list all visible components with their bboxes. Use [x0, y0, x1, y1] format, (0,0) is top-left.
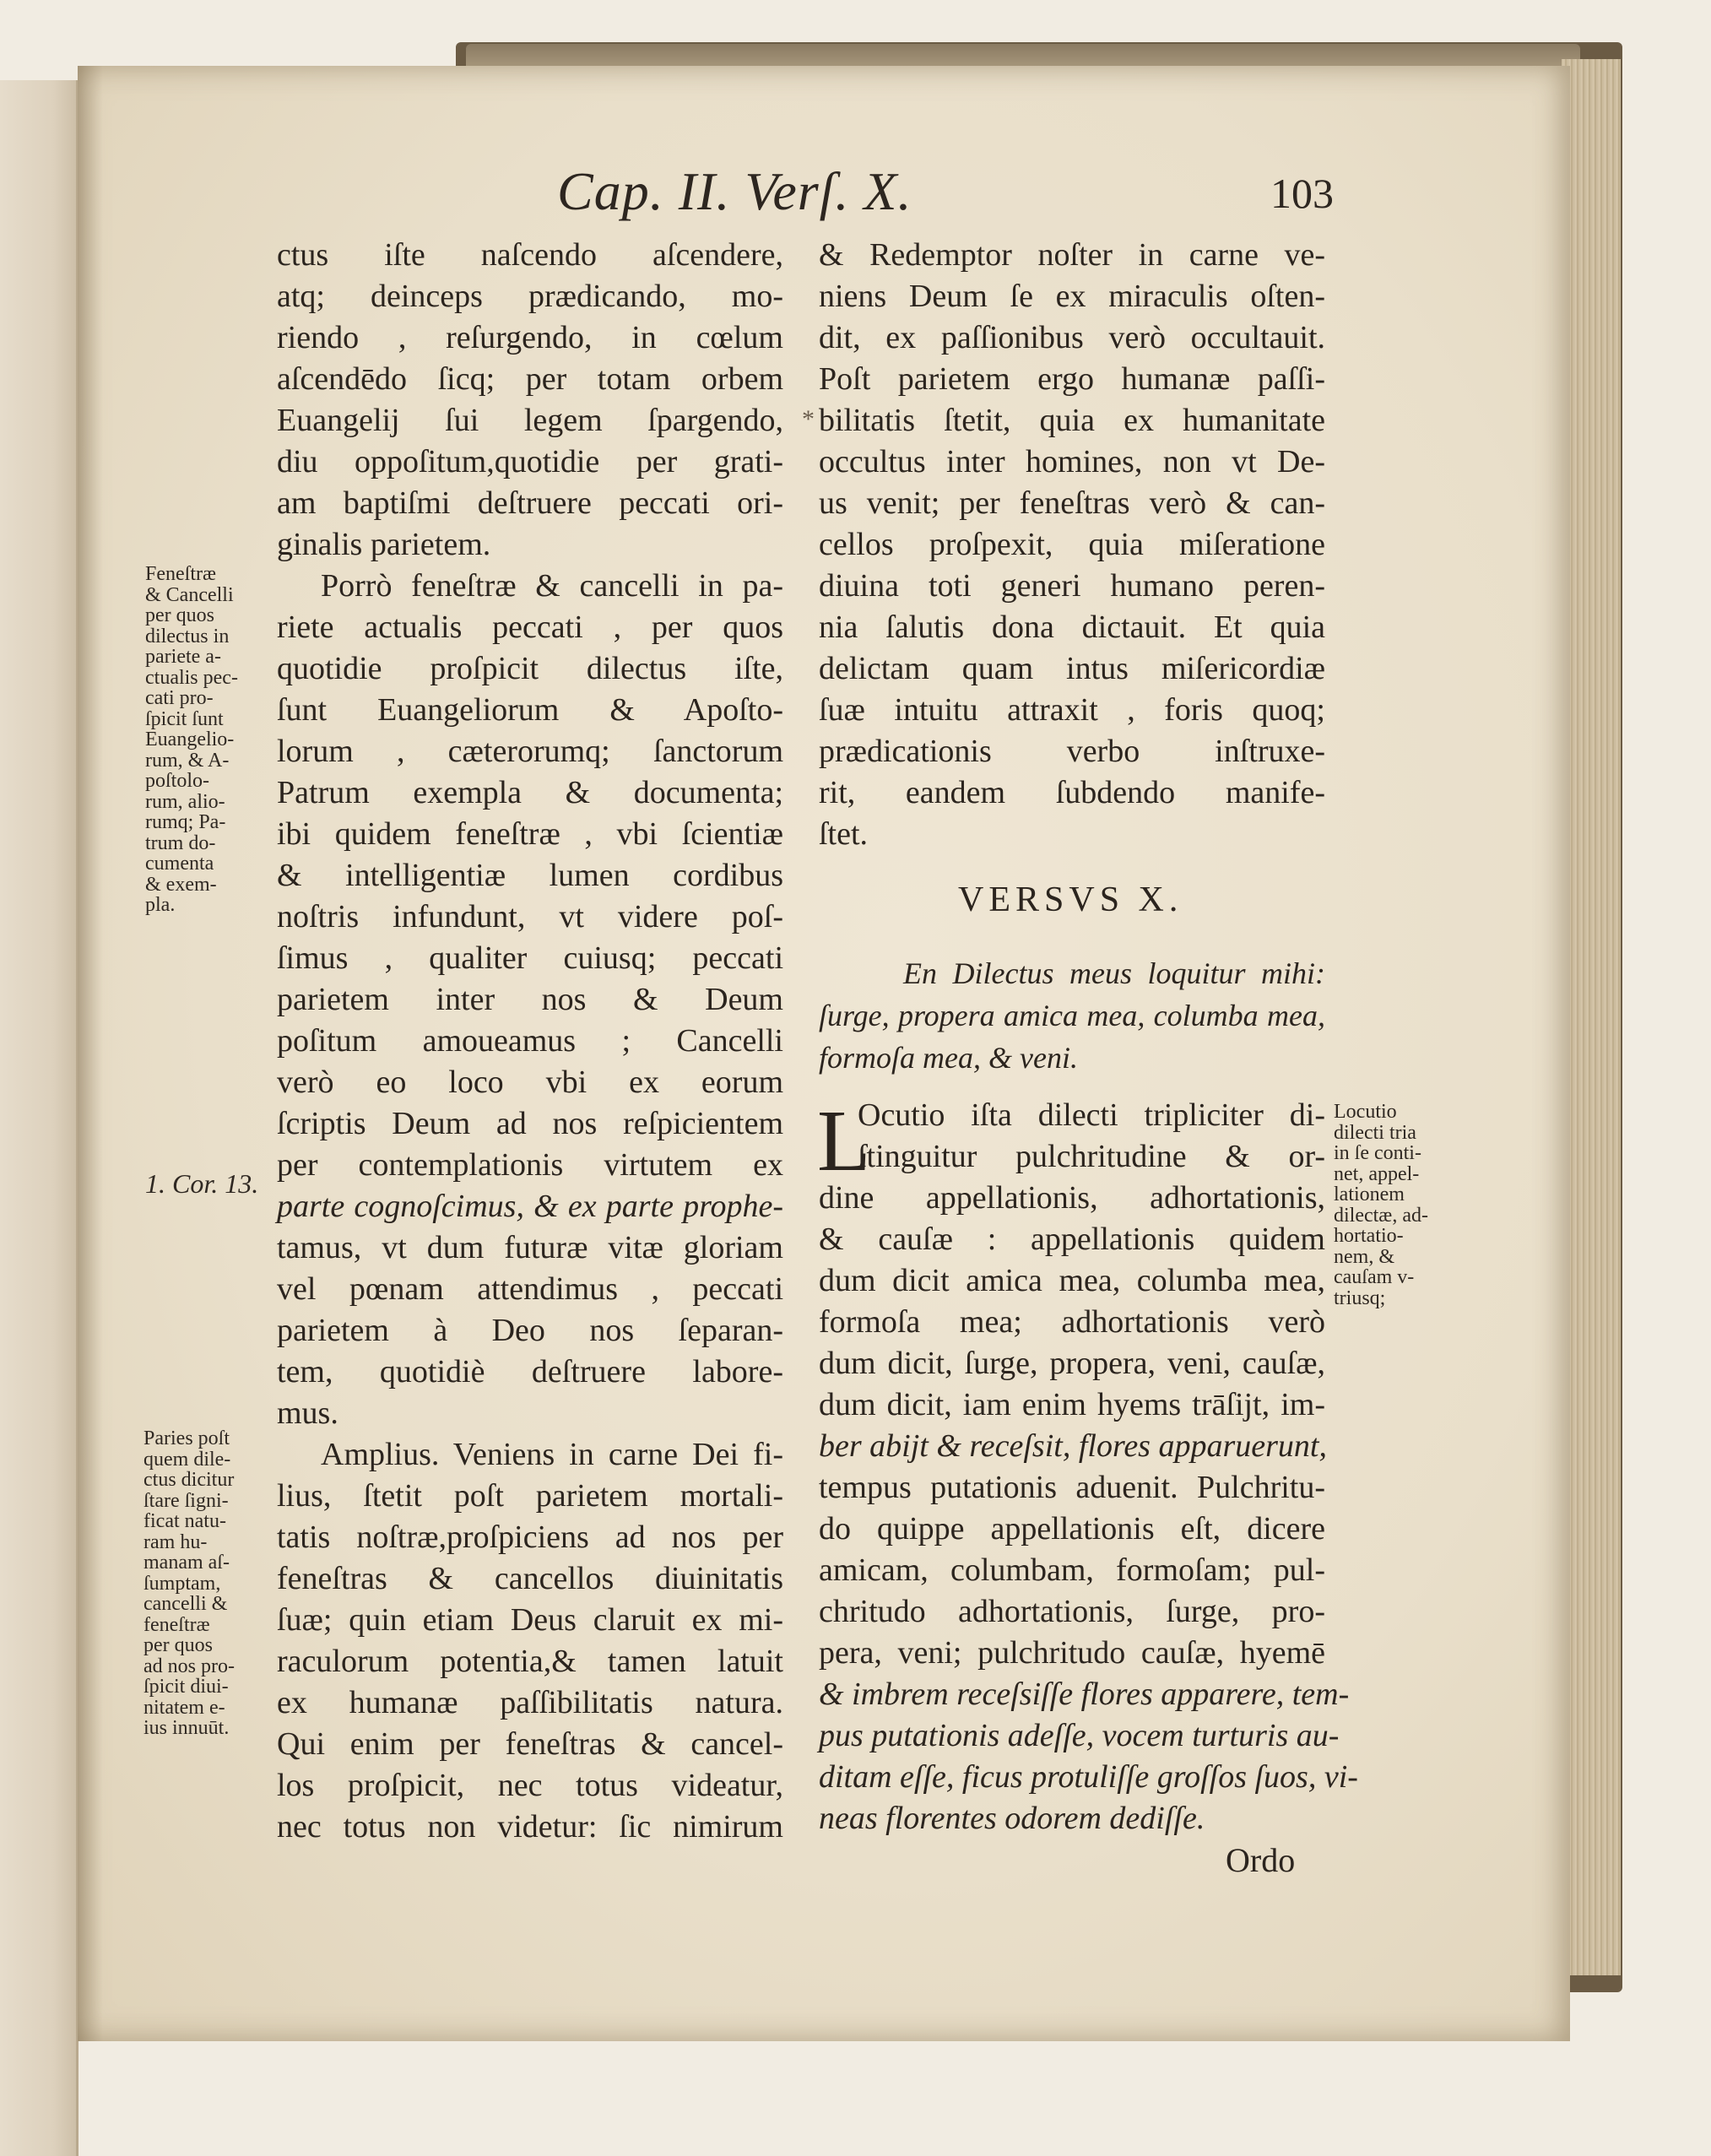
margin-note-line: ſumptam,	[143, 1572, 221, 1595]
text-line: riete actualis peccati , per quos	[277, 609, 783, 645]
margin-note-line: quem dile-	[143, 1448, 231, 1471]
margin-note-line: ctus dicitur	[143, 1469, 235, 1491]
margin-note-line: per quos	[145, 604, 214, 626]
text-line: mus.	[277, 1395, 338, 1431]
verse-line: En Dilectus meus loquitur mihi:	[903, 956, 1325, 990]
margin-note-line: Paries poſt	[143, 1427, 230, 1449]
text-line: verò eo loco vbi ex eorum	[277, 1064, 783, 1100]
text-line: parte cognoſcimus, & ex parte prophe-	[277, 1189, 783, 1224]
verse-line: ſurge, propera amica mea, columba mea,	[819, 999, 1325, 1032]
text-line: amicam, columbam, formoſam; pul-	[819, 1552, 1325, 1588]
text-line: ſuæ intuitu attraxit , foris quoq;	[819, 692, 1325, 728]
text-line: ginalis parietem.	[277, 527, 491, 562]
drop-cap: L	[817, 1092, 871, 1189]
text-line: Porrò feneſtræ & cancelli in pa-	[321, 568, 783, 604]
margin-note-line: nem, &	[1334, 1245, 1394, 1268]
text-line: & cauſæ : appellationis quidem	[819, 1222, 1325, 1257]
margin-note-locutio	[1334, 1102, 1428, 1308]
margin-note-line: dilectæ, ad-	[1334, 1204, 1428, 1227]
margin-note-line: ſpicit ſunt	[145, 707, 224, 730]
text-line: niens Deum ſe ex miraculis oſten-	[819, 279, 1325, 314]
text-line: ex humanæ paſſibilitatis natura.	[277, 1685, 783, 1720]
text-line: ctus iſte naſcendo aſcendere,	[277, 237, 783, 273]
text-line: ſunt Euangeliorum & Apoſto-	[277, 692, 783, 728]
margin-note-line: & exem-	[145, 873, 217, 896]
text-line: feneſtras & cancellos diuinitatis	[277, 1561, 783, 1596]
margin-note-line: cancelli &	[143, 1593, 228, 1615]
text-line: poſitum amoueamus ; Cancelli	[277, 1023, 783, 1059]
text-line: Poſt parietem ergo humanæ paſſi-	[819, 361, 1325, 397]
text-line: Ocutio iſta dilecti tripliciter di-	[858, 1097, 1325, 1133]
page-number: 103	[1270, 170, 1334, 217]
page-stack-edges	[1562, 59, 1621, 1975]
text-line: los proſpicit, nec totus videatur,	[277, 1768, 783, 1803]
margin-note-line: trum do-	[145, 832, 216, 854]
margin-note-fenestrae	[145, 564, 238, 916]
text-line: pus putationis adeſſe, vocem turturis au-	[819, 1718, 1340, 1753]
text-line: ſuæ; quin etiam Deus claruit ex mi-	[277, 1602, 783, 1638]
verse-text	[819, 952, 1325, 1079]
margin-note-line: triusq;	[1334, 1287, 1386, 1309]
text-line: quotidie proſpicit dilectus iſte,	[277, 651, 783, 686]
text-line: Patrum exempla & documenta;	[277, 775, 783, 810]
text-line: do quippe appellationis eſt, dicere	[819, 1511, 1325, 1547]
margin-note-line: pla.	[145, 894, 176, 916]
margin-note-line: rum, alio-	[145, 790, 225, 813]
text-line: ber abijt & receſsit, flores apparuerunt,	[819, 1428, 1327, 1464]
text-line: dum dicit, iam enim hyems trāſijt, im-	[819, 1387, 1325, 1422]
text-line: raculorum potentia,& tamen latuit	[277, 1644, 783, 1679]
text-line: lorum , cæterorumq; ſanctorum	[277, 734, 783, 769]
margin-note-line: net, appel-	[1334, 1162, 1420, 1185]
margin-note-line: per quos	[143, 1634, 213, 1656]
text-line: ſcriptis Deum ad nos reſpicientem	[277, 1106, 783, 1141]
margin-note-line: Feneſtræ	[145, 563, 216, 585]
text-line: Qui enim per feneſtras & cancel-	[277, 1726, 783, 1762]
previous-page-edge	[0, 80, 79, 2156]
margin-note-line: Euangelio-	[145, 729, 235, 750]
text-line: chritudo adhortationis, ſurge, pro-	[819, 1594, 1325, 1629]
text-line: & intelligentiæ lumen cordibus	[277, 858, 783, 893]
margin-note-line: hortatio-	[1334, 1225, 1404, 1247]
margin-note-line: ram hu-	[143, 1530, 208, 1553]
text-line: parietem à Deo nos ſeparan-	[277, 1313, 783, 1348]
text-line: bilitatis ſtetit, quia ex humanitate	[819, 403, 1325, 438]
gutter-shadow	[78, 66, 103, 2041]
text-line: nia ſalutis dona dictauit. Et quia	[819, 609, 1325, 645]
margin-note-line: ſtare ſigni-	[143, 1489, 229, 1512]
margin-note-line: lationem	[1334, 1184, 1405, 1205]
margin-note-line: cauſam v-	[1334, 1266, 1415, 1288]
text-line: & Redemptor noſter in carne ve-	[819, 237, 1325, 273]
text-line: cellos proſpexit, quia miſeratione	[819, 527, 1325, 562]
text-line: parietem inter nos & Deum	[277, 982, 783, 1017]
margin-note-line: cumenta	[145, 853, 214, 875]
text-line: ſtet.	[819, 816, 869, 852]
text-line: dine appellationis, adhortationis,	[819, 1180, 1325, 1216]
text-line: pera, veni; pulchritudo cauſæ, hyemē	[819, 1635, 1325, 1671]
text-line: dum dicit amica mea, columba mea,	[819, 1263, 1325, 1298]
text-line: tempus putationis aduenit. Pulchritu-	[819, 1470, 1325, 1505]
verse-line: formoſa mea, & veni.	[819, 1041, 1078, 1075]
text-line: rit, eandem ſubdendo manife-	[819, 775, 1325, 810]
text-line: per contemplationis virtutem ex	[277, 1147, 783, 1183]
margin-note-line: ficat natu-	[143, 1510, 226, 1532]
margin-note-line: rumq; Pa-	[145, 811, 226, 833]
margin-note-cor-reference: 1. Cor. 13.	[145, 1168, 259, 1199]
text-line: tatis noſtræ,proſpiciens ad nos per	[277, 1519, 783, 1555]
text-line: aſcendēdo ſicq; per totam orbem	[277, 361, 783, 397]
running-head: Cap. II. Verſ. X.	[557, 161, 912, 221]
text-line: us venit; per feneſtras verò & can-	[819, 485, 1325, 521]
text-line: tem, quotidiè deſtruere labore-	[277, 1354, 783, 1389]
text-line: ſimus , qualiter cuiusq; peccati	[277, 940, 783, 976]
text-line: vel pœnam attendimus , peccati	[277, 1271, 783, 1307]
margin-note-paries	[143, 1428, 235, 1739]
right-column-bottom	[817, 1092, 1358, 1839]
margin-note-line: ius innuūt.	[143, 1717, 230, 1739]
text-line: diu oppoſitum,quotidie per grati-	[277, 444, 783, 479]
margin-note-line: dilectus in	[145, 625, 230, 647]
text-line: riendo , reſurgendo, in cœlum	[277, 320, 783, 355]
margin-note-line: cati pro-	[145, 687, 214, 709]
text-line: & imbrem receſsiſſe flores apparere, tem-	[819, 1677, 1350, 1712]
text-line: ſtinguitur pulchritudine & or-	[858, 1139, 1325, 1174]
margin-note-line: pariete a-	[145, 646, 221, 668]
margin-note-line: & Cancelli	[145, 583, 234, 606]
versus-heading: VERSVS X.	[958, 880, 1183, 919]
margin-note-line: rum, & A-	[145, 749, 230, 772]
margin-note-line: ad nos pro-	[143, 1655, 235, 1677]
right-column-top	[819, 235, 1325, 855]
text-line: prædicationis verbo inſtruxe-	[819, 734, 1325, 769]
text-line: noſtris infundunt, vt videre poſ-	[277, 899, 783, 934]
text-line: lius, ſtetit poſt parietem mortali-	[277, 1478, 783, 1514]
text-line: diuina toti generi humano peren-	[819, 568, 1325, 604]
text-line: am baptiſmi deſtruere peccati ori-	[277, 485, 783, 521]
text-line: ibi quidem feneſtræ , vbi ſcientiæ	[277, 816, 783, 852]
text-line: neas florentes odorem dediſſe.	[819, 1801, 1205, 1836]
left-column	[277, 235, 783, 1848]
margin-note-line: manam aſ-	[143, 1552, 230, 1574]
text-line: Amplius. Veniens in carne Dei fi-	[321, 1437, 783, 1472]
text-line: nec totus non videtur: ſic nimirum	[277, 1809, 783, 1845]
text-line: dit, ex paſſionibus verò occultauit.	[819, 320, 1325, 355]
text-line: delictam quam intus miſericordiæ	[819, 651, 1325, 686]
margin-note-line: in ſe conti-	[1334, 1142, 1421, 1164]
margin-note-line: ctualis pec-	[145, 666, 238, 689]
marginal-asterisk: *	[802, 405, 815, 433]
text-line: Euangelij ſui legem ſpargendo,	[277, 403, 783, 438]
margin-note-line: dilecti tria	[1334, 1121, 1416, 1144]
text-line: occultus inter homines, non vt De-	[819, 444, 1325, 479]
margin-note-line: ſpicit diui-	[143, 1676, 229, 1698]
text-line: formoſa mea; adhortationis verò	[819, 1304, 1325, 1340]
text-line: ditam eſſe, ficus protuliſſe groſſos ſuos, vi-	[819, 1759, 1358, 1795]
margin-note-line: feneſtræ	[143, 1613, 210, 1636]
text-line: atq; deinceps prædicando, mo-	[277, 279, 783, 314]
text-line: dum dicit, ſurge, propera, veni, cauſæ,	[819, 1346, 1325, 1381]
text-line: tamus, vt dum futuræ vitæ gloriam	[277, 1230, 783, 1265]
margin-note-line: poſtolo-	[145, 770, 209, 792]
margin-note-line: Locutio	[1334, 1101, 1397, 1123]
catchword: Ordo	[1226, 1841, 1296, 1879]
margin-note-line: nitatem e-	[143, 1696, 225, 1719]
